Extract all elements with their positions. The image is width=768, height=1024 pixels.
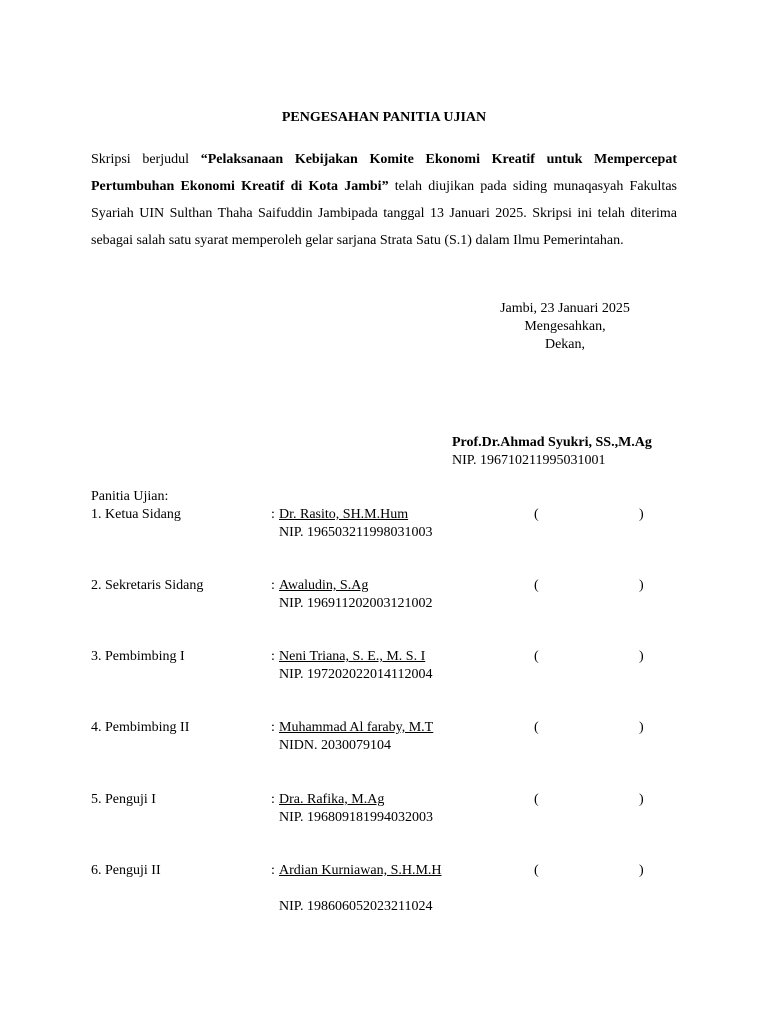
signature-close-paren: ): [639, 792, 644, 807]
signature-close-paren: ): [639, 578, 644, 593]
signature-open-paren: (: [534, 720, 539, 735]
colon: :: [271, 720, 275, 735]
colon: :: [271, 578, 275, 593]
member-name: Dra. Rafika, M.Ag: [279, 792, 385, 807]
approval-paragraph: [91, 146, 677, 254]
signature-open-paren: (: [534, 863, 539, 878]
page-title: PENGESAHAN PANITIA UJIAN: [281, 110, 487, 125]
colon: :: [271, 649, 275, 664]
dean-position: Dekan,: [544, 337, 586, 352]
signature-open-paren: (: [534, 792, 539, 807]
member-role: 5. Penguji I: [91, 792, 156, 807]
approval-label: Mengesahkan,: [524, 319, 606, 334]
member-role: 6. Penguji II: [91, 863, 161, 878]
member-name: Dr. Rasito, SH.M.Hum: [279, 507, 409, 522]
member-id: NIP. 197202022014112004: [279, 667, 433, 682]
member-name: Ardian Kurniawan, S.H.M.H: [279, 863, 442, 878]
dean-signature-block: [452, 434, 652, 470]
member-role: 3. Pembimbing I: [91, 649, 185, 664]
signature-close-paren: ): [639, 507, 644, 522]
signature-open-paren: (: [534, 649, 539, 664]
signature-open-paren: (: [534, 507, 539, 522]
member-name: Muhammad Al faraby, M.T: [279, 720, 434, 735]
colon: :: [271, 507, 275, 522]
approval-block: [465, 300, 665, 354]
dean-name: Prof.Dr.Ahmad Syukri, SS.,M.Ag: [452, 435, 652, 450]
colon: :: [271, 792, 275, 807]
signature-close-paren: ): [639, 649, 644, 664]
dean-nip: NIP. 196710211995031001: [452, 453, 606, 468]
member-role: 1. Ketua Sidang: [91, 507, 181, 522]
member-role: 2. Sekretaris Sidang: [91, 578, 204, 593]
place-date: Jambi, 23 Januari 2025: [500, 301, 630, 316]
paragraph-body: telah diujikan pada siding munaqasyah Fakultas Syariah UIN Sulthan Thaha Saifuddin Jambipada tanggal 13 Januari 2025. Skripsi ini telah diterima sebagai salah satu syarat memperoleh gelar sarjana Strata Satu (S.1) dalam Ilmu Pemerintahan.: [91, 179, 677, 248]
member-id: NIP. 198606052023211024: [279, 899, 433, 914]
signature-close-paren: ): [639, 720, 644, 735]
colon: :: [271, 863, 275, 878]
member-role: 4. Pembimbing II: [91, 720, 190, 735]
thesis-title: “Pelaksanaan Kebijakan Komite Ekonomi Kreatif untuk Mempercepat Pertumbuhan Ekonomi Kreatif di Kota Jambi”: [91, 152, 677, 194]
member-name: Neni Triana, S. E., M. S. I: [279, 649, 426, 664]
member-name: Awaludin, S.Ag: [279, 578, 369, 593]
signature-open-paren: (: [534, 578, 539, 593]
paragraph-intro: Skripsi berjudul: [91, 152, 201, 167]
member-id: NIP. 196809181994032003: [279, 810, 434, 825]
member-id: NIP. 196911202003121002: [279, 596, 433, 611]
panel-heading: Panitia Ujian:: [91, 489, 169, 504]
member-id: NIDN. 2030079104: [279, 738, 391, 753]
signature-close-paren: ): [639, 863, 644, 878]
member-id: NIP. 196503211998031003: [279, 525, 433, 540]
